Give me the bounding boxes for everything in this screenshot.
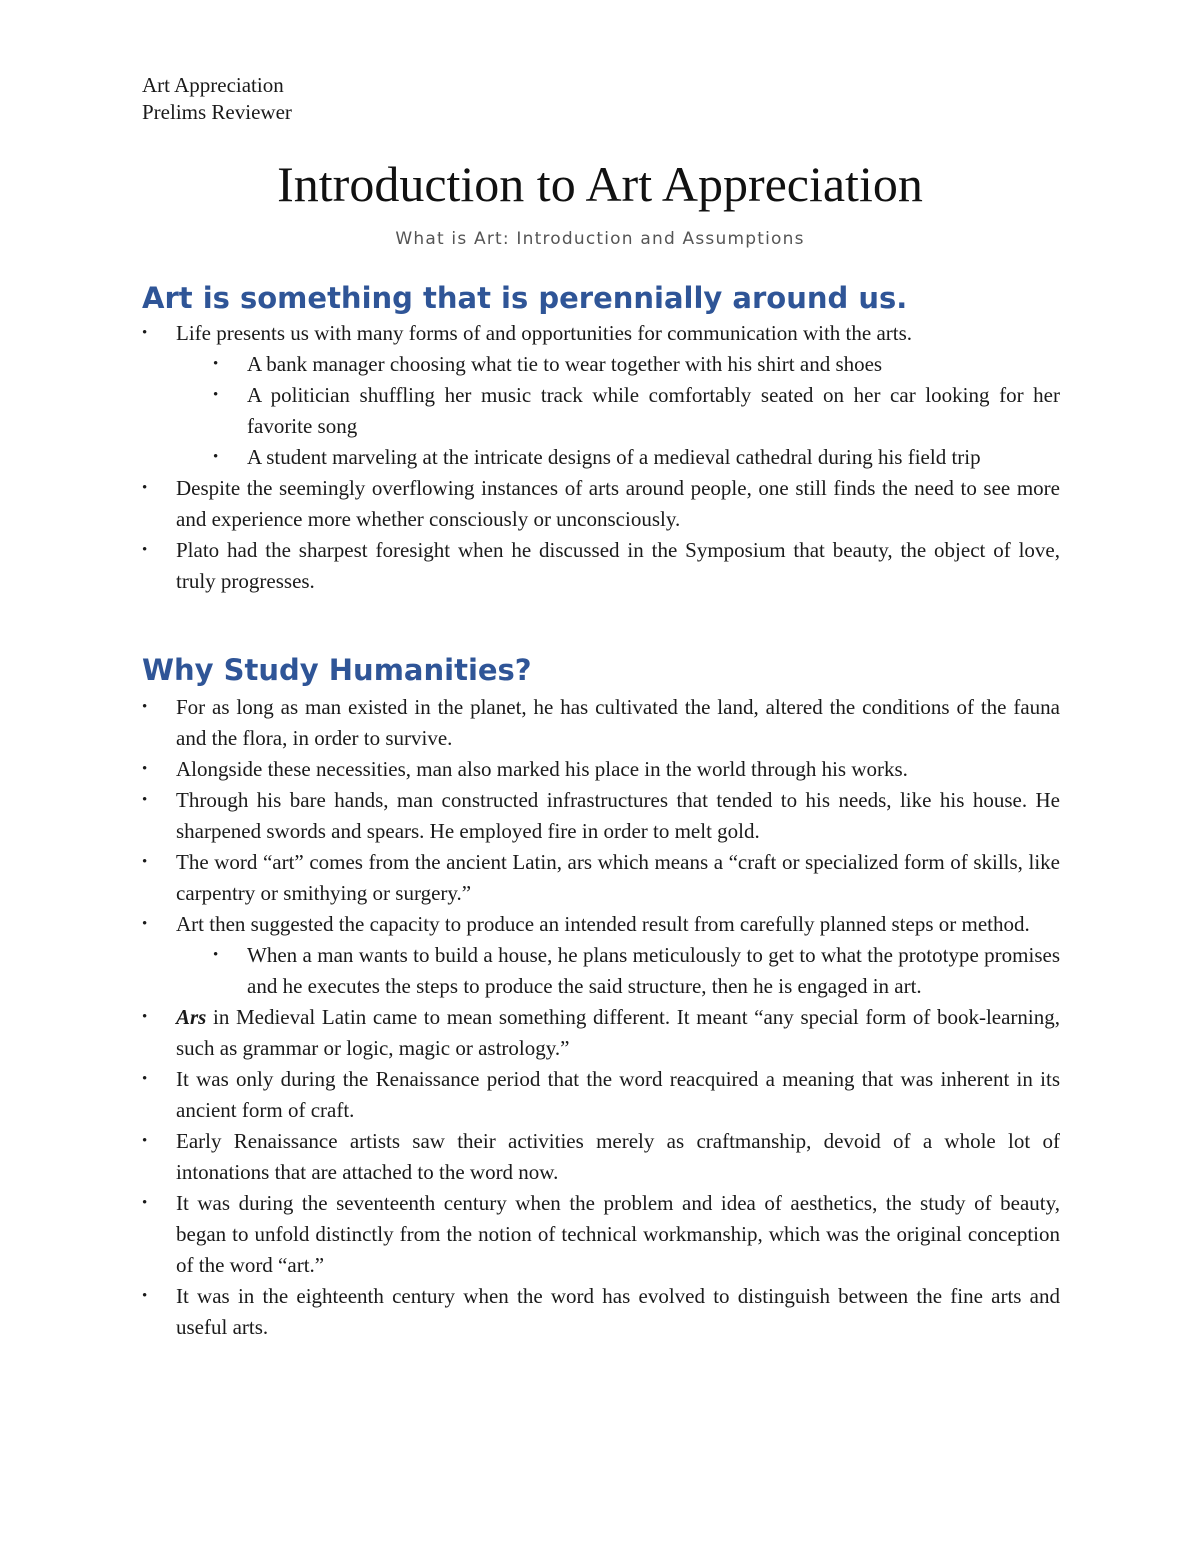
bullet-icon: •	[213, 947, 219, 963]
list-item: • The word “art” comes from the ancient Latin, ars which means a “craft or specialized form of skills, like carpentry or smithying or surgery.”	[142, 847, 1060, 909]
list-item: • A politician shuffling her music track while comfortably seated on her car looking for her favorite song	[142, 380, 1060, 442]
list-item: • Plato had the sharpest foresight when he discussed in the Symposium that beauty, the object of love, truly progresses.	[142, 535, 1060, 597]
bullet-icon: •	[142, 916, 148, 932]
section1-list	[142, 318, 1060, 597]
list-item: • It was in the eighteenth century when the word has evolved to distinguish between the fine arts and useful arts.	[142, 1281, 1060, 1343]
bullet-icon: •	[213, 356, 219, 372]
bullet-icon: •	[142, 699, 148, 715]
bullet-icon: •	[142, 542, 148, 558]
bullet-icon: •	[142, 1195, 148, 1211]
bullet-icon: •	[142, 1288, 148, 1304]
bullet-icon: •	[142, 480, 148, 496]
bullet-icon: •	[213, 449, 219, 465]
bullet-icon: •	[142, 761, 148, 777]
list-item: • Life presents us with many forms of and opportunities for communication with the arts.	[142, 318, 1060, 349]
list-item: • A bank manager choosing what tie to wear together with his shirt and shoes	[142, 349, 1060, 380]
bullet-icon: •	[142, 854, 148, 870]
ars-term: Ars	[176, 1005, 207, 1029]
list-item: • When a man wants to build a house, he plans meticulously to get to what the prototype promises and he executes the steps to produce the said structure, then he is engaged in art.	[142, 940, 1060, 1002]
list-item: • For as long as man existed in the planet, he has cultivated the land, altered the conditions of the fauna and the flora, in order to survive.	[142, 692, 1060, 754]
document-type: Prelims Reviewer	[142, 100, 292, 124]
bullet-icon: •	[142, 1009, 148, 1025]
list-item: • Despite the seemingly overflowing instances of arts around people, one still finds the need to see more and experience more whether consciously or unconsciously.	[142, 473, 1060, 535]
bullet-icon: •	[142, 1071, 148, 1087]
bullet-icon: •	[142, 325, 148, 341]
page-subtitle: What is Art: Introduction and Assumptions	[395, 229, 805, 249]
list-item: • Ars in Medieval Latin came to mean something different. It meant “any special form of book-learning, such as grammar or logic, magic or astrology.”	[142, 1002, 1060, 1064]
list-item: • A student marveling at the intricate designs of a medieval cathedral during his field trip	[142, 442, 1060, 473]
list-item: • Alongside these necessities, man also marked his place in the world through his works.	[142, 754, 1060, 785]
list-item: • It was only during the Renaissance period that the word reacquired a meaning that was inherent in its ancient form of craft.	[142, 1064, 1060, 1126]
list-item: • Through his bare hands, man constructed infrastructures that tended to his needs, like his house. He sharpened swords and spears. He employed fire in order to melt gold.	[142, 785, 1060, 847]
list-item: • Art then suggested the capacity to produce an intended result from carefully planned steps or method.	[142, 909, 1060, 940]
list-item: • Early Renaissance artists saw their activities merely as craftmanship, devoid of a whole lot of intonations that are attached to the word now.	[142, 1126, 1060, 1188]
bullet-icon: •	[213, 387, 219, 403]
section2-list	[142, 692, 1060, 1343]
bullet-icon: •	[142, 792, 148, 808]
list-item: • It was during the seventeenth century when the problem and idea of aesthetics, the study of beauty, began to unfold distinctly from the notion of technical workmanship, which was the original conception of the word “art.”	[142, 1188, 1060, 1281]
section-heading-art-around-us: Art is something that is perennially around us.	[142, 281, 908, 315]
section-heading-why-study-humanities: Why Study Humanities?	[142, 653, 532, 687]
bullet-icon: •	[142, 1133, 148, 1149]
course-name: Art Appreciation	[142, 73, 284, 97]
page-title: Introduction to Art Appreciation	[277, 156, 923, 212]
